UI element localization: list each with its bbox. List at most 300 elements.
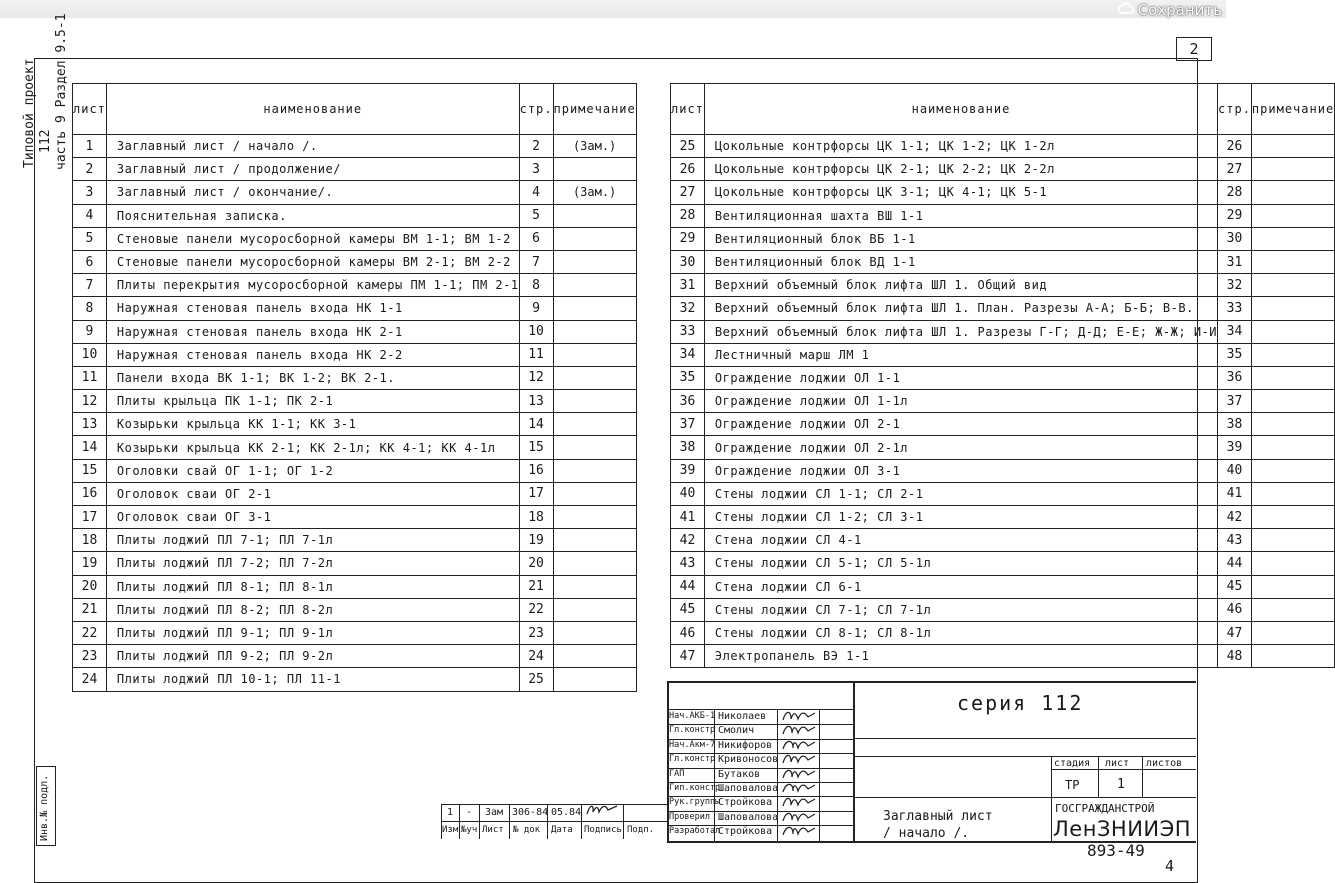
row-page: 8 <box>519 274 553 297</box>
stage-label: стадия <box>1054 758 1091 769</box>
corner-mark: 4 <box>1165 857 1175 875</box>
row-page: 39 <box>1218 436 1252 459</box>
row-name: Вентиляционный блок ВБ 1-1 <box>704 227 1217 250</box>
row-name: Наружная стеновая панель входа НК 1-1 <box>106 297 519 320</box>
header-page: стр. <box>519 84 553 135</box>
table-row <box>671 204 1335 227</box>
row-name: Стеновые панели мусоросборной камеры ВМ 1-1; ВМ 1-2 <box>106 227 519 250</box>
row-name: Верхний объемный блок лифта ШЛ 1. Разрезы Г-Г; Д-Д; Е-Е; Ж-Ж; И-И <box>704 320 1217 343</box>
table-row <box>73 227 637 250</box>
row-name: Стеновые панели мусоросборной камеры ВМ 2-1; ВМ 2-2 <box>106 250 519 273</box>
rev-change-label: Изм <box>442 825 459 835</box>
row-sheet-no: 34 <box>671 343 705 366</box>
table-row <box>671 366 1335 389</box>
row-sheet-no: 23 <box>73 645 107 668</box>
row-page: 20 <box>519 552 553 575</box>
row-page: 38 <box>1218 413 1252 436</box>
person-name: Шаповалова <box>718 811 779 823</box>
row-page: 22 <box>519 598 553 621</box>
row-note <box>553 506 636 529</box>
row-sheet-no: 12 <box>73 390 107 413</box>
row-page: 33 <box>1218 297 1252 320</box>
row-page: 4 <box>519 181 553 204</box>
row-sheet-no: 45 <box>671 598 705 621</box>
drawing-sheet <box>0 13 1335 875</box>
row-page: 41 <box>1218 482 1252 505</box>
row-sheet-no: 2 <box>73 158 107 181</box>
row-sheet-no: 42 <box>671 529 705 552</box>
row-page: 23 <box>519 621 553 644</box>
table-row <box>73 459 637 482</box>
row-name: Оголовок сваи ОГ 3-1 <box>106 506 519 529</box>
person-role: Разработал <box>669 826 721 837</box>
person-role: Нач.АКБ-1 <box>669 711 716 721</box>
table-row <box>73 506 637 529</box>
row-page: 13 <box>519 390 553 413</box>
row-note <box>1251 598 1334 621</box>
row-name: Стены лоджии СЛ 5-1; СЛ 5-1л <box>704 552 1217 575</box>
row-page: 40 <box>1218 459 1252 482</box>
row-page: 16 <box>519 459 553 482</box>
table-row <box>671 274 1335 297</box>
row-note <box>1251 158 1334 181</box>
row-name: Козырьки крыльца КК 1-1; КК 3-1 <box>106 413 519 436</box>
table-row <box>73 158 637 181</box>
row-name: Плиты перекрытия мусоросборной камеры ПМ 1-1; ПМ 2-1 <box>106 274 519 297</box>
row-sheet-no: 5 <box>73 227 107 250</box>
table-row <box>671 598 1335 621</box>
row-note <box>553 297 636 320</box>
header-name: наименование <box>106 84 519 135</box>
row-page: 26 <box>1218 135 1252 158</box>
row-page: 6 <box>519 227 553 250</box>
row-note <box>1251 645 1334 668</box>
person-role: ГАП <box>669 768 685 779</box>
row-sheet-no: 26 <box>671 158 705 181</box>
header-row <box>671 84 1335 135</box>
row-note <box>1251 250 1334 273</box>
side-title-line3: часть 9 Раздел 9.5-1 <box>54 13 69 170</box>
row-name: Цокольные контрфорсы ЦК 1-1; ЦК 1-2; ЦК 1-2л <box>704 135 1217 158</box>
row-note <box>553 204 636 227</box>
row-name: Вентиляционный блок ВД 1-1 <box>704 250 1217 273</box>
person-role: Нач.Акм-7 <box>669 739 716 750</box>
row-sheet-no: 31 <box>671 274 705 297</box>
table-row <box>671 575 1335 598</box>
table-row <box>671 135 1335 158</box>
table-row <box>73 621 637 644</box>
row-page: 18 <box>519 506 553 529</box>
contents-table-left <box>72 83 637 692</box>
row-page: 11 <box>519 343 553 366</box>
row-note <box>553 274 636 297</box>
row-sheet-no: 21 <box>73 598 107 621</box>
row-sheet-no: 8 <box>73 297 107 320</box>
row-sheet-no: 41 <box>671 506 705 529</box>
table-row <box>671 552 1335 575</box>
row-page: 46 <box>1218 598 1252 621</box>
row-name: Стена лоджии СЛ 4-1 <box>704 529 1217 552</box>
table-row <box>73 529 637 552</box>
row-page: 3 <box>519 158 553 181</box>
table-row <box>73 135 637 158</box>
row-name: Заглавный лист / начало /. <box>106 135 519 158</box>
row-sheet-no: 46 <box>671 621 705 644</box>
row-note <box>553 413 636 436</box>
rev-date-label: Дата <box>551 825 573 835</box>
table-row <box>73 204 637 227</box>
row-name: Плиты лоджий ПЛ 10-1; ПЛ 11-1 <box>106 668 519 691</box>
row-name: Цокольные контрфорсы ЦК 3-1; ЦК 4-1; ЦК 5-1 <box>704 181 1217 204</box>
row-name: Панели входа ВК 1-1; ВК 1-2; ВК 2-1. <box>106 366 519 389</box>
row-sheet-no: 3 <box>73 181 107 204</box>
table-row <box>73 366 637 389</box>
row-note <box>1251 181 1334 204</box>
row-page: 31 <box>1218 250 1252 273</box>
row-page: 37 <box>1218 390 1252 413</box>
table-row <box>671 227 1335 250</box>
row-name: Ограждение лоджии ОЛ 1-1 <box>704 366 1217 389</box>
table-row <box>671 390 1335 413</box>
sheets-label: листов <box>1146 758 1183 769</box>
doc-title-line1: Заглавный лист <box>883 809 993 824</box>
person-name: Бутаков <box>718 768 761 780</box>
row-note <box>553 575 636 598</box>
row-note <box>1251 482 1334 505</box>
rev-check-label: Подп. <box>627 825 655 835</box>
row-sheet-no: 10 <box>73 343 107 366</box>
row-page: 17 <box>519 482 553 505</box>
row-sheet-no: 15 <box>73 459 107 482</box>
org-name: ГОСГРАЖДАНСТРОЙ <box>1055 802 1155 815</box>
row-page: 43 <box>1218 529 1252 552</box>
table-row <box>73 390 637 413</box>
table-row <box>73 320 637 343</box>
row-page: 9 <box>519 297 553 320</box>
row-sheet-no: 29 <box>671 227 705 250</box>
header-sheet: лист <box>73 84 107 135</box>
row-sheet-no: 39 <box>671 459 705 482</box>
title-block <box>667 681 1196 881</box>
table-row <box>671 506 1335 529</box>
row-sheet-no: 6 <box>73 250 107 273</box>
row-name: Плиты лоджий ПЛ 8-2; ПЛ 8-2л <box>106 598 519 621</box>
sheet-number: 2 <box>1176 37 1212 61</box>
row-note <box>1251 366 1334 389</box>
doc-title-line2: / начало /. <box>883 826 970 841</box>
row-name: Плиты лоджий ПЛ 7-2; ПЛ 7-2л <box>106 552 519 575</box>
series-title: серия 112 <box>957 691 1084 715</box>
row-note <box>1251 552 1334 575</box>
row-name: Оголовок сваи ОГ 2-1 <box>106 482 519 505</box>
row-note <box>553 158 636 181</box>
row-sheet-no: 38 <box>671 436 705 459</box>
row-sheet-no: 37 <box>671 413 705 436</box>
table-row <box>671 181 1335 204</box>
row-sheet-no: 19 <box>73 552 107 575</box>
row-page: 47 <box>1218 621 1252 644</box>
row-sheet-no: 47 <box>671 645 705 668</box>
row-name: Ограждение лоджии ОЛ 3-1 <box>704 459 1217 482</box>
row-name: Пояснительная записка. <box>106 204 519 227</box>
inventory-label: Инв.№ подл. <box>39 774 50 841</box>
row-name: Стены лоджии СЛ 1-1; СЛ 2-1 <box>704 482 1217 505</box>
header-note: примечание <box>1251 84 1334 135</box>
person-role: Проверил <box>669 811 710 822</box>
row-page: 35 <box>1218 343 1252 366</box>
row-name: Оголовки свай ОГ 1-1; ОГ 1-2 <box>106 459 519 482</box>
contents-table-right <box>670 83 1335 668</box>
table-row <box>73 250 637 273</box>
save-button[interactable] <box>1118 1 1222 18</box>
revision-block <box>441 804 667 839</box>
rev-signature-icon <box>584 800 620 820</box>
row-note <box>1251 204 1334 227</box>
row-note <box>1251 135 1334 158</box>
person-name: Стройкова <box>718 797 773 809</box>
row-sheet-no: 32 <box>671 297 705 320</box>
row-note <box>553 482 636 505</box>
row-sheet-no: 11 <box>73 366 107 389</box>
table-row <box>671 320 1335 343</box>
row-page: 28 <box>1218 181 1252 204</box>
table-row <box>73 482 637 505</box>
row-name: Стена лоджии СЛ 6-1 <box>704 575 1217 598</box>
table-row <box>671 482 1335 505</box>
row-sheet-no: 17 <box>73 506 107 529</box>
row-page: 36 <box>1218 366 1252 389</box>
row-note: (Зам.) <box>553 181 636 204</box>
row-name: Заглавный лист / продолжение/ <box>106 158 519 181</box>
row-page: 2 <box>519 135 553 158</box>
table-row <box>671 250 1335 273</box>
row-page: 12 <box>519 366 553 389</box>
table-row <box>73 645 637 668</box>
row-page: 32 <box>1218 274 1252 297</box>
row-sheet-no: 35 <box>671 366 705 389</box>
table-row <box>73 436 637 459</box>
row-sheet-no: 22 <box>73 621 107 644</box>
row-page: 44 <box>1218 552 1252 575</box>
row-note <box>1251 459 1334 482</box>
row-sheet-no: 40 <box>671 482 705 505</box>
row-note <box>1251 413 1334 436</box>
table-row <box>73 413 637 436</box>
row-page: 25 <box>519 668 553 691</box>
cloud-icon <box>1118 1 1134 19</box>
row-name: Ограждение лоджии ОЛ 1-1л <box>704 390 1217 413</box>
row-note <box>1251 343 1334 366</box>
side-title-line1: Типовой проект <box>22 58 37 168</box>
person-name: Смолич <box>718 725 755 737</box>
row-page: 34 <box>1218 320 1252 343</box>
row-note <box>1251 274 1334 297</box>
row-name: Наружная стеновая панель входа НК 2-2 <box>106 343 519 366</box>
row-name: Стены лоджии СЛ 7-1; СЛ 7-1л <box>704 598 1217 621</box>
header-row <box>73 84 637 135</box>
person-name: Стройкова <box>718 826 773 838</box>
row-note <box>1251 575 1334 598</box>
row-name: Плиты лоджий ПЛ 8-1; ПЛ 8-1л <box>106 575 519 598</box>
org-logo: ЛенЗНИИЭП <box>1053 817 1192 841</box>
row-name: Заглавный лист / окончание/. <box>106 181 519 204</box>
row-note <box>553 598 636 621</box>
row-page: 19 <box>519 529 553 552</box>
row-sheet-no: 9 <box>73 320 107 343</box>
stage-value: ТР <box>1065 778 1080 792</box>
person-role: Гл.констр <box>669 754 716 765</box>
row-name: Цокольные контрфорсы ЦК 2-1; ЦК 2-2; ЦК 2-2л <box>704 158 1217 181</box>
table-row <box>73 598 637 621</box>
row-name: Электропанель ВЭ 1-1 <box>704 645 1217 668</box>
row-sheet-no: 16 <box>73 482 107 505</box>
row-page: 24 <box>519 645 553 668</box>
viewer-toolbar <box>0 0 1226 18</box>
row-page: 10 <box>519 320 553 343</box>
person-name: Никифоров <box>718 739 773 751</box>
row-page: 30 <box>1218 227 1252 250</box>
row-page: 5 <box>519 204 553 227</box>
row-page: 48 <box>1218 645 1252 668</box>
row-name: Стены лоджии СЛ 1-2; СЛ 3-1 <box>704 506 1217 529</box>
row-page: 21 <box>519 575 553 598</box>
row-sheet-no: 33 <box>671 320 705 343</box>
row-sheet-no: 44 <box>671 575 705 598</box>
row-note <box>553 436 636 459</box>
row-sheet-no: 13 <box>73 413 107 436</box>
row-note <box>1251 390 1334 413</box>
row-note <box>553 552 636 575</box>
row-sheet-no: 28 <box>671 204 705 227</box>
row-name: Вентиляционная шахта ВШ 1-1 <box>704 204 1217 227</box>
row-name: Плиты лоджий ПЛ 9-1; ПЛ 9-1л <box>106 621 519 644</box>
row-note <box>1251 227 1334 250</box>
row-page: 7 <box>519 250 553 273</box>
row-name: Ограждение лоджии ОЛ 2-1 <box>704 413 1217 436</box>
row-name: Верхний объемный блок лифта ШЛ 1. Общий вид <box>704 274 1217 297</box>
row-page: 42 <box>1218 506 1252 529</box>
save-label: Сохранить <box>1137 0 1222 19</box>
row-note <box>553 366 636 389</box>
row-note: (Зам.) <box>553 135 636 158</box>
table-row <box>73 552 637 575</box>
row-name: Козырьки крыльца КК 2-1; КК 2-1л; КК 4-1; КК 4-1л <box>106 436 519 459</box>
rev-date-value: 05.84 <box>551 807 582 818</box>
row-name: Плиты лоджий ПЛ 7-1; ПЛ 7-1л <box>106 529 519 552</box>
header-sheet: лист <box>671 84 705 135</box>
sheet-label: лист <box>1105 758 1130 769</box>
row-note <box>553 390 636 413</box>
table-row <box>671 621 1335 644</box>
table-row <box>671 459 1335 482</box>
table-row <box>671 297 1335 320</box>
table-row <box>73 297 637 320</box>
row-page: 45 <box>1218 575 1252 598</box>
rev-sheet-label: Лист <box>482 825 504 835</box>
doc-number: 893-49 <box>1087 841 1145 860</box>
table-row <box>671 645 1335 668</box>
person-role: Рук.группы <box>669 797 721 808</box>
header-name: наименование <box>704 84 1217 135</box>
table-row <box>73 343 637 366</box>
header-note: примечание <box>553 84 636 135</box>
row-note <box>553 668 636 691</box>
row-sheet-no: 27 <box>671 181 705 204</box>
row-note <box>1251 506 1334 529</box>
row-page: 27 <box>1218 158 1252 181</box>
person-role: Гип.констр <box>669 783 721 793</box>
table-row <box>73 274 637 297</box>
inventory-box <box>36 766 56 846</box>
table-row <box>671 158 1335 181</box>
row-note <box>553 227 636 250</box>
row-page: 29 <box>1218 204 1252 227</box>
row-sheet-no: 43 <box>671 552 705 575</box>
row-name: Стены лоджии СЛ 8-1; СЛ 8-1л <box>704 621 1217 644</box>
row-sheet-no: 7 <box>73 274 107 297</box>
row-note <box>553 459 636 482</box>
table-row <box>671 413 1335 436</box>
side-title-line2: 112 <box>38 129 53 153</box>
row-name: Верхний объемный блок лифта ШЛ 1. План. Разрезы А-А; Б-Б; В-В. <box>704 297 1217 320</box>
row-sheet-no: 24 <box>73 668 107 691</box>
row-note <box>553 250 636 273</box>
table-row <box>73 575 637 598</box>
row-note <box>1251 297 1334 320</box>
row-note <box>1251 436 1334 459</box>
table-row <box>671 343 1335 366</box>
row-name: Наружная стеновая панель входа НК 2-1 <box>106 320 519 343</box>
sheet-value: 1 <box>1117 777 1125 792</box>
row-sheet-no: 18 <box>73 529 107 552</box>
row-page: 14 <box>519 413 553 436</box>
rev-sheet-value: Зам <box>485 807 504 818</box>
row-sheet-no: 25 <box>671 135 705 158</box>
person-name: Николаев <box>718 711 767 722</box>
table-row <box>73 181 637 204</box>
row-note <box>1251 320 1334 343</box>
row-note <box>553 645 636 668</box>
row-note <box>1251 621 1334 644</box>
rev-doc-value: 306-84 <box>512 807 549 818</box>
table-row <box>73 668 637 691</box>
row-page: 15 <box>519 436 553 459</box>
row-name: Плиты крыльца ПК 1-1; ПК 2-1 <box>106 390 519 413</box>
rev-change-value: 1 <box>447 807 454 818</box>
row-sheet-no: 4 <box>73 204 107 227</box>
row-note <box>553 343 636 366</box>
row-note <box>553 621 636 644</box>
row-note <box>1251 529 1334 552</box>
table-row <box>671 436 1335 459</box>
row-note <box>553 320 636 343</box>
row-sheet-no: 1 <box>73 135 107 158</box>
person-name: Шаповалова <box>718 783 779 794</box>
row-sheet-no: 14 <box>73 436 107 459</box>
rev-qty-label: №уч <box>461 825 478 835</box>
row-sheet-no: 20 <box>73 575 107 598</box>
rev-doc-label: № док <box>513 825 541 835</box>
person-name: Кривоносов <box>718 754 779 766</box>
row-name: Ограждение лоджии ОЛ 2-1л <box>704 436 1217 459</box>
rev-qty-value: - <box>466 807 473 818</box>
row-name: Плиты лоджий ПЛ 9-2; ПЛ 9-2л <box>106 645 519 668</box>
rev-sign-label: Подпись <box>584 825 622 835</box>
header-page: стр. <box>1218 84 1252 135</box>
table-row <box>671 529 1335 552</box>
row-name: Лестничный марш ЛМ 1 <box>704 343 1217 366</box>
row-note <box>553 529 636 552</box>
